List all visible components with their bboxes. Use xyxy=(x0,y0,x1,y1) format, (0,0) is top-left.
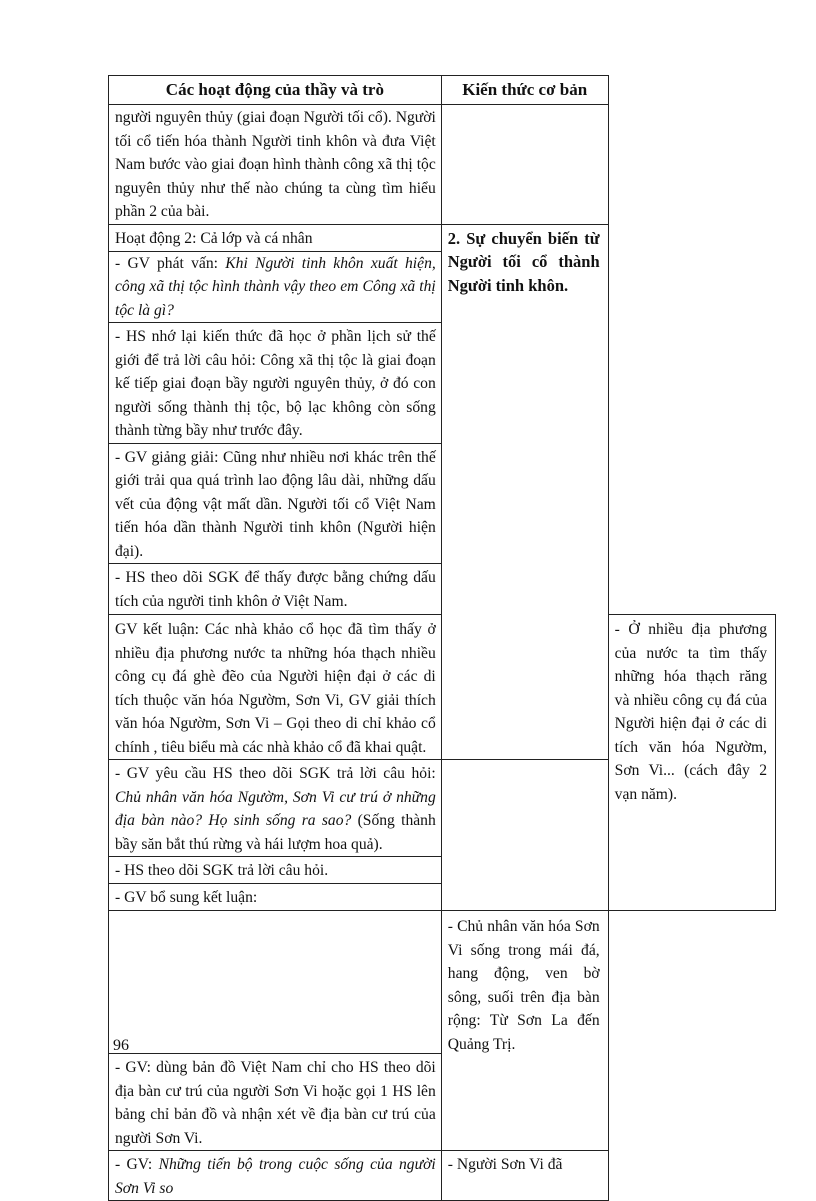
gv-addition: - GV bổ sung kết luận: xyxy=(115,889,258,906)
intro-text: người nguyên thủy (giai đoạn Người tối cổ). Người tối cổ tiến hóa thành Người tinh khôn và đưa Việt Nam bước vào giai đoạn hình thành công xã thị tộc nguyên thủy như thế nào chúng ta cùng tìm hiểu phần 2 của bài. xyxy=(115,109,436,220)
gv-question-3: - GV: Những tiến bộ trong cuộc sống của người Sơn Vi so xyxy=(115,1156,436,1197)
hs-follow-sgk: - HS theo dõi SGK để thấy được bằng chứng dấu tích của người tinh khôn ở Việt Nam. xyxy=(115,569,436,610)
gv-question-2: - GV yêu cầu HS theo dõi SGK trả lời câu hỏi: Chủ nhân văn hóa Ngườm, Sơn Vi cư trú ở những địa bàn nào? Họ sinh sống ra sao? (Sống thành bầy săn bắt thú rừng và hái lượm hoa quả). xyxy=(115,765,436,853)
table-header-row xyxy=(109,76,776,105)
section-2-heading: 2. Sự chuyển biến từ Người tối cổ thành Người tinh khôn. xyxy=(447,228,600,295)
activity-2-title: Hoạt động 2: Cả lớp và cá nhân xyxy=(115,229,313,247)
table-row xyxy=(109,105,776,225)
hs-answer-1: - HS nhớ lại kiến thức đã học ở phần lịch sử thế giới để trả lời câu hỏi: Công xã thị tộc là giai đoạn kế tiếp giai đoạn bầy người nguyên thủy, ở đó con người sống thành thị tộc, bộ lạc không còn sống thành từng bầy như trước đây. xyxy=(115,328,436,439)
gv-map-task: - GV: dùng bản đồ Việt Nam chỉ cho HS theo dõi địa bàn cư trú của người Sơn Vi hoặc gọi 1 HS lên bảng chỉ bản đồ và nhận xét về địa bàn cư trú của người Sơn Vi. xyxy=(115,1059,436,1147)
knowledge-son-vi: - Chủ nhân văn hóa Sơn Vi sống trong mái đá, hang động, ven bờ sông, suối trên địa bàn rộng: Từ Sơn La đến Quảng Trị. xyxy=(447,918,600,1053)
gv-explanation: - GV giảng giải: Cũng như nhiều nơi khác trên thế giới trải qua quá trình lao động lâu dài, những dấu vết của động vật mất dần. Người tối cổ Việt Nam tiến hóa dần thành Người tinh khôn (Người hiện đại). xyxy=(115,448,436,560)
table-row xyxy=(109,911,776,1054)
page-number: 96 xyxy=(113,1037,129,1054)
gv-conclusion: GV kết luận: Các nhà khảo cổ học đã tìm thấy ở nhiều địa phương nước ta những hóa thạch nhiều công cụ đá ghè đẽo của Người hiện đại ở các di tích thuộc văn hóa Ngườm, Sơn Vi, GV giải thích văn hóa Ngườm, Sơn Vi – Gọi theo di chỉ khảo cổ chính , tiêu biểu mà các nhà khảo cổ đã khai quật. xyxy=(115,621,436,756)
knowledge-son-vi-2: - Người Sơn Vi đã xyxy=(447,1156,563,1173)
table-row xyxy=(109,1151,776,1201)
hs-answer-2: - HS theo dõi SGK trả lời câu hỏi. xyxy=(115,862,329,879)
gv-question-1: - GV phát vấn: Khi Người tinh khôn xuất hiện, công xã thị tộc hình thành vậy theo em Công xã thị tộc là gì? xyxy=(115,254,436,319)
lesson-table xyxy=(108,75,776,1201)
knowledge-findings: - Ở nhiều địa phương của nước ta tìm thấy những hóa thạch răng và nhiều công cụ đá của Người hiện đại ở các di tích văn hóa Ngườm, Sơn Vi... (cách đây 2 vạn năm). xyxy=(614,621,767,803)
header-activities: Các hoạt động của thầy và trò xyxy=(109,76,442,105)
table-row xyxy=(109,224,776,251)
header-knowledge: Kiến thức cơ bản xyxy=(441,76,608,105)
